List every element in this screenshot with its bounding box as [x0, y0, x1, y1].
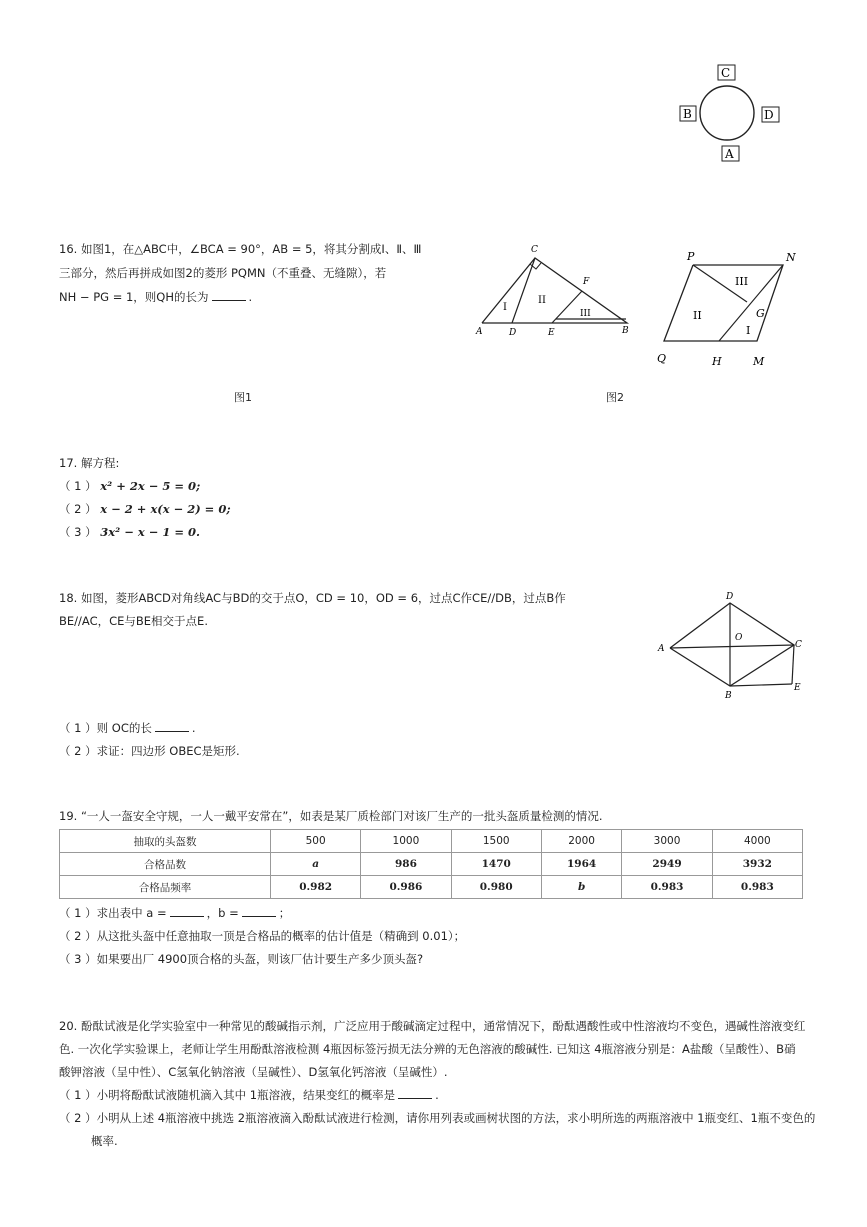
- q17-eq-1: x² + 2x − 5 = 0;: [100, 479, 201, 493]
- circle-figure: [675, 60, 785, 170]
- table-cell: 合格品频率: [60, 876, 271, 899]
- fig2-region-2: II: [693, 309, 702, 322]
- table-cell: 1470: [451, 853, 541, 876]
- q16-line3-end: .: [248, 290, 253, 304]
- table-cell: 抽取的头盔数: [60, 830, 271, 853]
- table-row: [60, 876, 803, 899]
- table-cell: 0.983: [712, 876, 802, 899]
- table-cell: 0.980: [451, 876, 541, 899]
- fig1-label-c: C: [531, 245, 538, 255]
- q17-item-2: [59, 501, 231, 517]
- fig2-label-m: M: [753, 355, 765, 368]
- table-cell: 4000: [712, 830, 802, 853]
- label-b: B: [683, 107, 692, 121]
- fig1-label-f: F: [583, 277, 590, 287]
- q19-sub1-end: ；: [278, 906, 291, 920]
- table-cell: 1964: [541, 853, 622, 876]
- q20-line2: 色. 一次化学实验课上，老师让学生用酚酞溶液检测 4瓶因标签污损无法分辨的无色溶液的酸碱性. 已知这 4瓶溶液分别是：A盐酸（呈酸性）、B硝: [59, 1042, 796, 1056]
- q20-line3: 酸钾溶液（呈中性）、C氢氧化钠溶液（呈碱性）、D氢氧化钙溶液（呈碱性）.: [59, 1065, 448, 1079]
- q18-label-b: B: [725, 691, 732, 701]
- table-cell: 3000: [622, 830, 712, 853]
- q17-title: 17. 解方程:: [59, 456, 120, 470]
- fig1-region-2: II: [538, 295, 546, 306]
- q19-sub1-mid: ，b =: [206, 906, 239, 920]
- q18-sub1: [59, 720, 196, 736]
- q16-line2: 三部分，然后再拼成如图2的菱形 PQMN（不重叠、无缝隙），若: [59, 266, 387, 280]
- q18-sub1-end: .: [191, 721, 196, 735]
- fig1-label-e: E: [548, 328, 555, 338]
- q17-item-3: [59, 524, 200, 540]
- table-cell: 1500: [451, 830, 541, 853]
- table-cell: 0.982: [271, 876, 361, 899]
- answer-blank: [242, 906, 276, 917]
- fig1-region-3: III: [580, 309, 591, 319]
- table-cell: 合格品数: [60, 853, 271, 876]
- fig2-caption: 图2: [606, 391, 624, 404]
- table-cell: 3932: [712, 853, 802, 876]
- q19-sub2: （ 2 ）从这批头盔中任意抽取一顶是合格品的概率的估计值是（精确到 0.01）；: [59, 929, 466, 943]
- q18-line1: 18. 如图，菱形ABCD对角线AC与BD的交于点O，CD = 10，OD = 6，过点C作CE//DB，过点B作: [59, 591, 566, 605]
- q18-label-a: A: [658, 644, 665, 654]
- fig1-caption: 图1: [234, 391, 252, 404]
- fig1-region-1: I: [503, 302, 507, 313]
- q16-line1: 16. 如图1，在△ABC中，∠BCA = 90°，AB = 5，将其分割成Ⅰ、Ⅱ、Ⅲ: [59, 242, 422, 256]
- q18-label-e: E: [794, 683, 801, 693]
- answer-blank: [155, 721, 189, 732]
- table-cell: 0.986: [361, 876, 451, 899]
- table-cell: 2000: [541, 830, 622, 853]
- table-cell: 986: [361, 853, 451, 876]
- label-a: A: [725, 147, 734, 161]
- table-row: [60, 853, 803, 876]
- q17-num-1: （ 1 ）: [59, 479, 97, 493]
- fig2-region-1: I: [746, 324, 751, 337]
- q20-sub1-end: .: [435, 1088, 439, 1102]
- q18-sub2: （ 2 ）求证：四边形 OBEC是矩形.: [59, 744, 240, 758]
- q18-label-d: D: [726, 592, 734, 602]
- fig2-label-h: H: [712, 355, 722, 368]
- fig1-label-b: B: [622, 326, 629, 336]
- table-cell: 500: [271, 830, 361, 853]
- q19-sub1-text: （ 1 ）求出表中 a =: [59, 906, 167, 920]
- q19-sub3: （ 3 ）如果要出厂 4900顶合格的头盔，则该厂估计要生产多少顶头盔?: [59, 952, 424, 966]
- table-row: [60, 830, 803, 853]
- q16-line3-text: NH − PG = 1，则QH的长为: [59, 290, 209, 304]
- answer-blank: [398, 1088, 432, 1099]
- q16-line3: [59, 289, 252, 305]
- q17-item-1: [59, 478, 200, 494]
- fig1-label-d: D: [509, 328, 517, 338]
- fig2-label-n: N: [786, 251, 796, 264]
- circle: [700, 86, 754, 140]
- q18-line2: BE//AC，CE与BE相交于点E.: [59, 614, 208, 628]
- fig2-label-q: Q: [657, 352, 667, 365]
- table-cell: 0.983: [622, 876, 712, 899]
- answer-blank: [170, 906, 204, 917]
- table-cell: 1000: [361, 830, 451, 853]
- label-c: C: [721, 66, 731, 80]
- table-cell: b: [541, 876, 622, 899]
- q20-line1: 20. 酚酞试液是化学实验室中一种常见的酸碱指示剂，广泛应用于酸碱滴定过程中，通常情况下，酚酞遇酸性或中性溶液均不变色，遇碱性溶液变红: [59, 1019, 806, 1033]
- label-d: D: [764, 108, 774, 122]
- helmet-quality-table: [59, 829, 803, 899]
- answer-blank: [212, 290, 246, 301]
- q18-figure: [650, 588, 810, 706]
- q19-intro: 19. “一人一盔安全守规，一人一戴平安常在”，如表是某厂质检部门对该厂生产的一批头盔质量检测的情况.: [59, 809, 603, 823]
- fig2-region-3: III: [735, 275, 749, 288]
- q17-num-2: （ 2 ）: [59, 502, 97, 516]
- q18-label-o: O: [735, 633, 743, 643]
- q20-sub2: （ 2 ）小明从上述 4瓶溶液中挑选 2瓶溶液滴入酚酞试液进行检测，请你用列表或画树状图的方法，求小明所选的两瓶溶液中 1瓶变红、1瓶不变色的: [59, 1111, 816, 1125]
- q16-figure-2: [655, 248, 805, 373]
- q20-sub2-cont: 概率.: [91, 1134, 118, 1148]
- q16-figure-1: [470, 240, 640, 345]
- q20-sub1: [59, 1087, 439, 1103]
- fig2-label-g: G: [756, 307, 765, 320]
- q17-eq-3: 3x² − x − 1 = 0.: [100, 525, 200, 539]
- table-cell: a: [271, 853, 361, 876]
- q18-label-c: C: [795, 640, 802, 650]
- q17-num-3: （ 3 ）: [59, 525, 97, 539]
- q20-sub1-text: （ 1 ）小明将酚酞试液随机滴入其中 1瓶溶液，结果变红的概率是: [59, 1088, 396, 1102]
- fig1-label-a: A: [476, 327, 483, 337]
- q18-sub1-text: （ 1 ）则 OC的长: [59, 721, 152, 735]
- table-cell: 2949: [622, 853, 712, 876]
- q19-sub1: [59, 905, 290, 921]
- q17-eq-2: x − 2 + x(x − 2) = 0;: [100, 502, 231, 516]
- fig2-label-p: P: [687, 250, 695, 263]
